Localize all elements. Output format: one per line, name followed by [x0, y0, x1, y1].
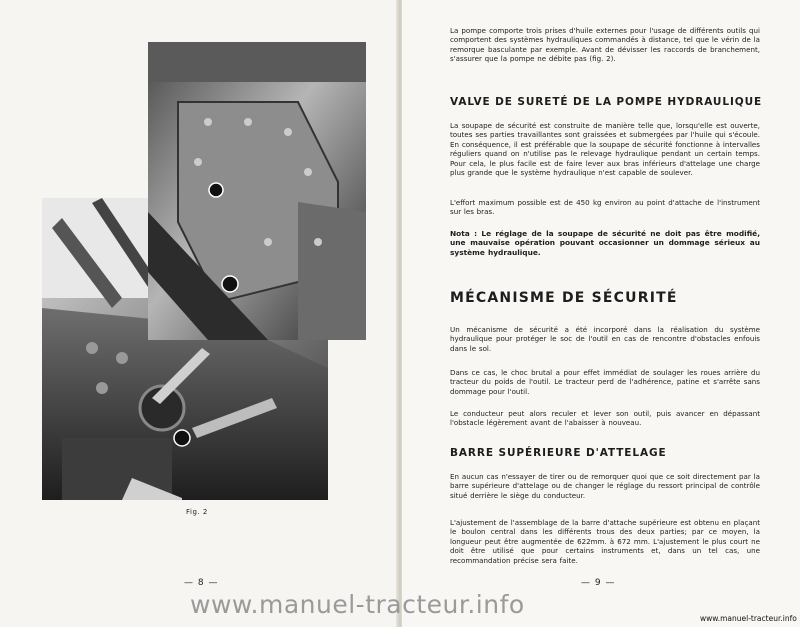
watermark-url: www.manuel-tracteur.info: [190, 590, 525, 619]
safety-valve-note: Nota : Le réglage de la soupape de sécurité ne doit pas être modifié, une mauvaise opération pouvant occasionner un dommage sérieux au système hydraulique.: [450, 229, 760, 257]
intro-paragraph: La pompe comporte trois prises d'huile externes pour l'usage de différents outils qui comportent des systèmes hydrauliques commandés à distance, tel que le vérin de la remorque basculante par exemple. Avant de dévisser les raccords de branchement, s'assurer que la pompe ne débite pas (fig. 2).: [450, 26, 760, 64]
watermark-url-small: www.manuel-tracteur.info: [700, 614, 797, 623]
figure-caption: Fig. 2: [186, 508, 208, 516]
section-heading-safety-valve: VALVE DE SURETÉ DE LA POMPE HYDRAULIQUE: [450, 96, 763, 108]
safety-mechanism-paragraph-3: Le conducteur peut alors reculer et lever son outil, puis avancer en dépassant l'obstacle légèrement avant de l'abaisser à nouveau.: [450, 409, 760, 428]
section-heading-safety-mechanism: MÉCANISME DE SÉCURITÉ: [450, 290, 678, 306]
safety-mechanism-paragraph-1: Un mécanisme de sécurité a été incorporé dans la réalisation du système hydraulique pour protéger le soc de l'outil en cas de rencontre d'obstacles enfouis dans le sol.: [450, 325, 760, 353]
safety-mechanism-paragraph-2: Dans ce cas, le choc brutal a pour effet immédiat de soulager les roues arrière du tracteur du poids de l'outil. Le tracteur perd de l'adhérence, patine et s'arrête sans dommage pour l'outil.: [450, 368, 760, 396]
page-number-right: — 9 —: [581, 578, 616, 588]
left-page: [0, 0, 398, 627]
tractor-hydraulic-photo-upper: [148, 42, 366, 340]
safety-valve-paragraph-1: La soupape de sécurité est construite de manière telle que, lorsqu'elle est ouverte, toutes ses parties travaillantes sont graissées et submergées par l'huile qui s'écoule. En conséquence, il est préférable que la soupape de sécurité fonctionne à intervalles réguliers quand on n'utilise pas le relevage hydraulique pendant un certain temps. Pour cela, le plus facile est de faire lever aux bras inférieurs d'attelage une charge plus grande que le système hydraulique n'est capable de soulever.: [450, 121, 760, 178]
top-link-paragraph-2: L'ajustement de l'assemblage de la barre d'attache supérieure est obtenu en plaçant le boulon central dans les différents trous des deux parties; par ce moyen, la longueur peut être augmentée de 622mm. à 672 mm. L'ajustement le plus court ne doit être utilisé que pour certains instruments et, dans un tel cas, une recommandation précise sera faite.: [450, 518, 760, 565]
page-number-left: — 8 —: [184, 578, 219, 588]
top-link-paragraph-1: En aucun cas n'essayer de tirer ou de remorquer quoi que ce soit directement par la barre supérieure d'attelage ou de changer le réglage du ressort principal de contrôle situé derrière le siège du conducteur.: [450, 472, 760, 500]
safety-valve-paragraph-2: L'effort maximum possible est de 450 kg environ au point d'attache de l'instrument sur les bras.: [450, 198, 760, 217]
section-heading-top-link: BARRE SUPÉRIEURE D'ATTELAGE: [450, 447, 667, 459]
